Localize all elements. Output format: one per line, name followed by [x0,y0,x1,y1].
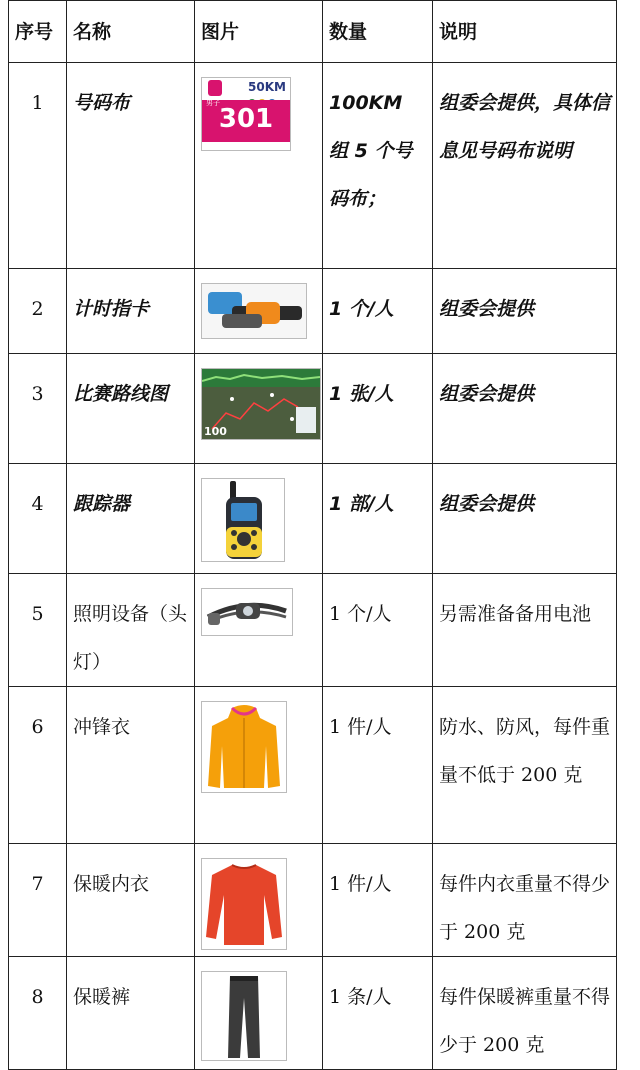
row-number: 4 [31,493,44,515]
thermal-top-icon [201,858,287,950]
item-name: 保暖内衣 [73,873,150,895]
item-quantity: 1 件/人 [329,873,392,895]
item-note: 防水、防风，每件重量不低于 200 克 [439,716,611,786]
row-number: 1 [31,92,44,114]
header-quantity: 数量 [323,1,433,63]
row-number: 5 [31,603,44,625]
table-row [9,687,617,844]
item-name: 计时指卡 [73,298,150,320]
row-number: 7 [31,873,44,895]
timing-chip-icon [201,283,307,339]
table-row [9,844,617,957]
item-name: 照明设备（头灯） [73,603,188,673]
table-header-row [9,1,617,63]
item-name: 保暖裤 [73,986,131,1008]
item-name: 号码布 [73,92,131,114]
bib-group: 男子 [206,99,220,107]
header-name: 名称 [67,1,195,63]
table-row [9,63,617,269]
table-row [9,464,617,574]
table-row [9,354,617,464]
row-number: 3 [31,383,44,405]
header-no: 序号 [9,1,67,63]
item-note: 另需准备备用电池 [439,603,592,625]
item-quantity: 1 部/人 [329,493,394,515]
item-quantity: 1 个/人 [329,298,394,320]
item-note: 组委会提供 [439,298,535,320]
item-note: 组委会提供，具体信息见号码布说明 [439,92,611,162]
item-name: 比赛路线图 [73,383,169,405]
row-number: 8 [31,986,44,1008]
rain-jacket-icon [201,701,287,793]
item-note: 组委会提供 [439,493,535,515]
item-quantity: 1 条/人 [329,986,392,1008]
item-quantity: 100KM 组 5 个号码布； [329,92,413,210]
item-note: 每件内衣重量不得少于 200 克 [439,873,611,943]
gps-tracker-icon [201,478,285,562]
row-number: 6 [31,716,44,738]
item-name: 冲锋衣 [73,716,131,738]
row-number: 2 [31,298,44,320]
header-image: 图片 [195,1,323,63]
map-label: 100 [204,425,227,438]
bib-number: 301 [218,104,274,134]
table-row [9,574,617,687]
race-bib-icon [201,77,291,151]
header-note: 说明 [433,1,617,63]
bib-distance: 50KM [248,80,286,94]
item-name: 跟踪器 [73,493,131,515]
equipment-table [8,0,617,1070]
thermal-pants-icon [201,971,287,1061]
item-note: 组委会提供 [439,383,535,405]
item-quantity: 1 张/人 [329,383,394,405]
item-quantity: 1 个/人 [329,603,392,625]
headlamp-icon [201,588,293,636]
table-row [9,957,617,1070]
route-map-icon [201,368,321,440]
table-row [9,269,617,354]
item-note: 每件保暖裤重量不得少于 200 克 [439,986,611,1056]
item-quantity: 1 件/人 [329,716,392,738]
